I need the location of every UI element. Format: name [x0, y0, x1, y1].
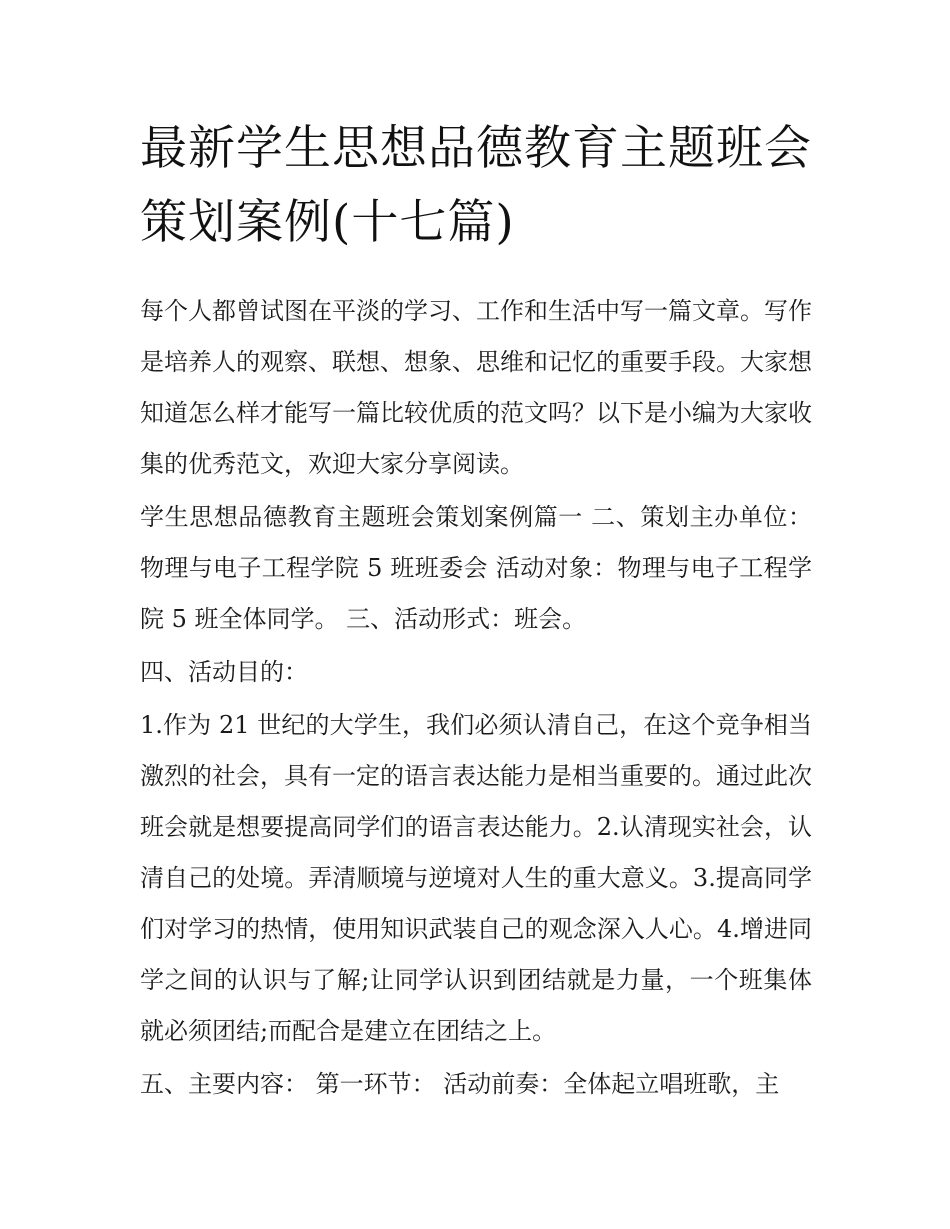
purpose-heading: 四、活动目的： [140, 658, 308, 686]
intro-paragraph: 每个人都曾试图在平淡的学习、工作和生活中写一篇文章。写作是培养人的观察、联想、想象、思维和记忆的重要手段。大家想知道怎么样才能写一篇比较优质的范文吗？以下是小编为大家收集的优秀范文，欢迎大家分享阅读。 [140, 297, 812, 478]
content-paragraph: 五、主要内容： 第一环节： 活动前奏：全体起立唱班歌，主 [140, 1070, 780, 1098]
document-page [140, 112, 812, 1110]
plan-organizer-paragraph: 学生思想品德教育主题班会策划案例篇一 二、策划主办单位：物理与电子工程学院 5 班班委会 活动对象：物理与电子工程学院 5 班全体同学。 三、活动形式：班会。 [140, 503, 812, 633]
purpose-paragraph: 1.作为 21 世纪的大学生，我们必须认清自己，在这个竞争相当激烈的社会，具有一定的语言表达能力是相当重要的。通过此次班会就是想要提高同学们的语言表达能力。2.认清现实社会，认清自己的处境。弄清顺境与逆境对人生的重大意义。3.提高同学们对学习的热情，使用知识武装自己的观念深入人心。4.增进同学之间的认识与了解;让同学认识到团结就是力量，一个班集体就必须团结;而配合是建立在团结之上。 [140, 711, 812, 1045]
document-title: 最新学生思想品德教育主题班会策划案例(十七篇) [140, 121, 812, 250]
